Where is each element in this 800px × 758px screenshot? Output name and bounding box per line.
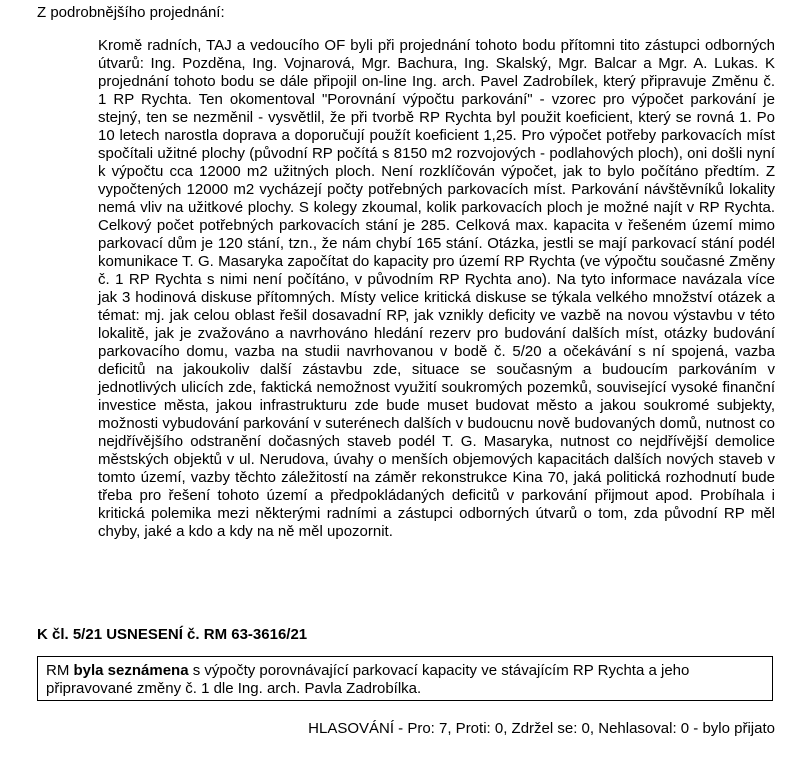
intro-heading: Z podrobnějšího projednání: <box>37 4 225 21</box>
resolution-emphasis: byla seznámena <box>73 662 189 679</box>
discussion-paragraph: Kromě radních, TAJ a vedoucího OF byli při projednání tohoto bodu přítomni tito zástupci odborných útvarů: Ing. Pozděna, Ing. Vojnarová, Mgr. Bachura, Ing. Skalský, Mgr. Balcar a Mgr. A. Lukas. K projednání tohoto bodu se dále připojil on-line Ing. arch. Pavel Zadrobílek, který připravuje Změnu č. 1 RP Rychta. Ten okomentoval "Porovnání výpočtu parkování" - vzorec pro výpočet parkování je stejný, ten se nezměnil - vysvětlil, že při tvorbě RP Rychta byl použit koeficient, který se rovná 1. Po 10 letech narostla doprava a doporučují použít koeficient 1,25. Pro výpočet potřeby parkovacích míst spočítali užitné plochy (původní RP počítá s 8150 m2 rozvojových - podlahových ploch), oni došli nyní k výpočtu cca 12000 m2 užitných ploch. Není rozklíčován výpočet, jak to bylo počítáno předtím. Z vypočtených 12000 m2 vycházejí počty potřebných parkovacích míst. Parkování návštěvníků lokality nemá vliv na užitkové plochy. S kolegy zkoumal, kolik parkovacích ploch je možné najít v RP Rychta. Celkový počet potřebných parkovacích stání je 285. Celková max. kapacita v řešeném území mimo parkovací dům je 120 stání, tzn., že nám chybí 165 stání. Otázka, jestli se mají parkovací stání podél komunikace T. G. Masaryka započítat do kapacity pro území RP Rychta (ve výpočtu současné Změny č. 1 RP Rychta s nimi není počítáno, v původním RP Rychta ano). Na tyto informace navázala více jak 3 hodinová diskuse přítomných. Místy velice kritická diskuse se týkala velkého množství otázek a témat: mj. jak celou oblast řešil dosavadní RP, jak vznikly deficity ve vazbě na novou výstavbu v této lokalitě, jak je zvažováno a navrhováno hledání rezerv pro budování dalších míst, otázky budování parkovacího domu, vazba na studii navrhovanou v bodě č. 5/20 a očekávání s ní spojená, vazba deficitů na jakoukoliv další zástavbu zde, situace se současným a budoucím parkováním v jednotlivých ulicích zde, faktická nemožnost využití soukromých pozemků, související vysoké finanční investice města, jakou infrastrukturu zde bude muset budovat město a jakou soukromé subjekty, možnosti vybudování parkování v suterénech dalších v budoucnu nově budovaných domů, nutnost co nejdřívějšího odstranění dočasných staveb podél T. G. Masaryka, nutnost co nejdřívější demolice městských objektů v ul. Nerudova, úvahy o menších objemových kapacitách dalších nových staveb v tomto území, vazby těchto záležitostí na záměr rekonstrukce Kina 70, jaká politická rozhodnutí bude třeba pro řešení tohoto území a předpokládaných deficitů v parkování přijmout apod. Probíhala i kritická polemika mezi některými radními a zástupci odborných útvarů o tom, zda původní RP měl chyby, jaké a kdo a kdy na ně měl upozornit. <box>98 37 775 540</box>
resolution-prefix: RM <box>46 662 74 679</box>
resolution-text: s výpočty porovnávající parkovací kapacity ve stávajícím RP Rychta a jeho připravované změny č. 1 dle Ing. arch. Pavla Zadrobílka. <box>46 662 690 697</box>
resolution-box <box>37 656 773 701</box>
resolution-title: K čl. 5/21 USNESENÍ č. RM 63-3616/21 <box>37 626 308 643</box>
voting-result: HLASOVÁNÍ - Pro: 7, Proti: 0, Zdržel se: 0, Nehlasoval: 0 - bylo přijato <box>308 720 775 737</box>
